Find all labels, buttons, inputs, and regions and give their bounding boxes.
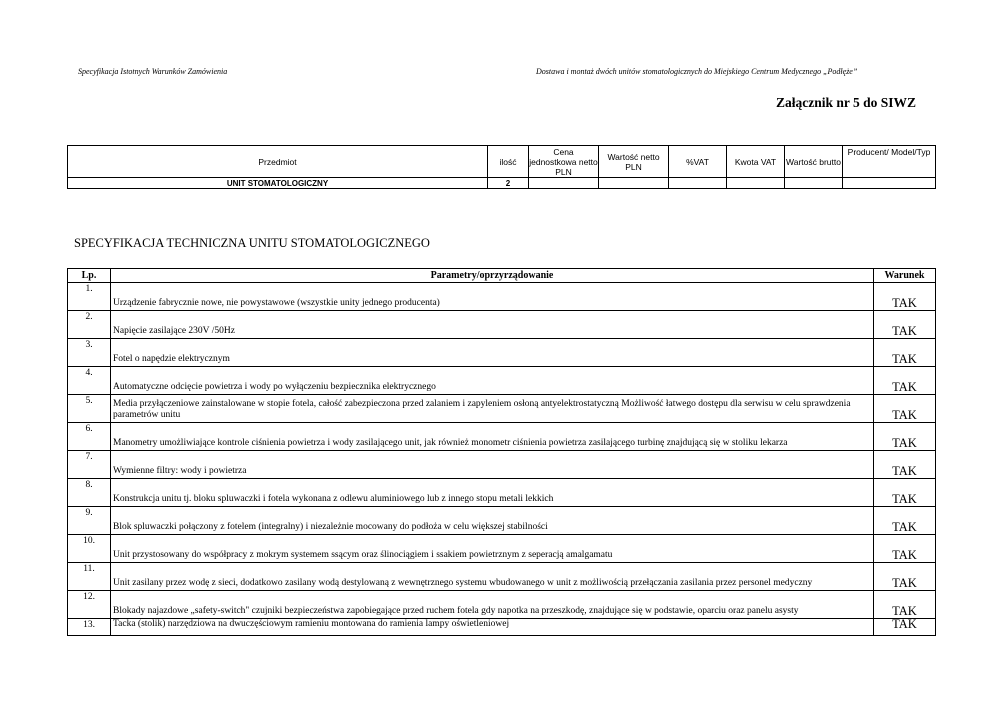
- spec-row-number: 7.: [68, 451, 111, 479]
- spec-table-row: [68, 563, 936, 591]
- spec-row-parameter: Manometry umożliwiające kontrole ciśnienia powietrza i wody zasilającego unit, jak również monometr ciśnienia powietrza zasilającego turbinę znajdującą się w stoliku lekarza: [111, 423, 874, 451]
- spec-row-parameter: Tacka (stolik) narzędziowa na dwuczęściowym ramieniu montowana do ramienia lampy oświetleniowej: [111, 619, 874, 636]
- spec-row-condition: TAK: [874, 395, 936, 423]
- spec-row-number: 11.: [68, 563, 111, 591]
- spec-row-condition: TAK: [874, 535, 936, 563]
- price-header-cell: Kwota VAT: [727, 146, 785, 178]
- spec-row-parameter: Fotel o napędzie elektrycznym: [111, 339, 874, 367]
- price-item-quantity: 2: [488, 178, 529, 189]
- price-header-cell: Producent/ Model/Typ: [843, 146, 936, 178]
- price-header-cell: Wartość brutto: [785, 146, 843, 178]
- spec-table-row: [68, 535, 936, 563]
- spec-table-row: [68, 339, 936, 367]
- spec-header-param: Parametry/oprzyrządowanie: [111, 269, 874, 283]
- price-item-name: UNIT STOMATOLOGICZNY: [68, 178, 488, 189]
- price-cell-gross-value[interactable]: [785, 178, 843, 189]
- spec-table: [67, 268, 936, 636]
- price-table: [67, 145, 936, 189]
- spec-row-parameter: Blok spluwaczki połączony z fotelem (integralny) i niezależnie mocowany do podłoża w celu większej stabilności: [111, 507, 874, 535]
- spec-row-number: 2.: [68, 311, 111, 339]
- spec-table-header-row: [68, 269, 936, 283]
- spec-row-condition: TAK: [874, 367, 936, 395]
- spec-table-row: [68, 311, 936, 339]
- spec-row-parameter: Urządzenie fabrycznie nowe, nie powystawowe (wszystkie unity jednego producenta): [111, 283, 874, 311]
- spec-row-number: 13.: [68, 619, 111, 636]
- spec-row-condition: TAK: [874, 507, 936, 535]
- spec-table-row: [68, 283, 936, 311]
- spec-row-parameter: Unit przystosowany do współpracy z mokrym systemem ssącym oraz ślinociągiem i ssakiem powietrznym z seperacją amalgamatu: [111, 535, 874, 563]
- price-header-cell: %VAT: [669, 146, 727, 178]
- spec-table-body: [68, 283, 936, 636]
- annex-title: Załącznik nr 5 do SIWZ: [776, 95, 917, 110]
- spec-row-condition: TAK: [874, 591, 936, 619]
- spec-row-number: 3.: [68, 339, 111, 367]
- price-cell-net-value[interactable]: [599, 178, 669, 189]
- spec-row-parameter: Napięcie zasilające 230V /50Hz: [111, 311, 874, 339]
- spec-row-condition: TAK: [874, 423, 936, 451]
- spec-row-condition: TAK: [874, 619, 936, 636]
- spec-row-parameter: Konstrukcja unitu tj. bloku spluwaczki i fotela wykonana z odlewu aluminiowego lub z innego stopu metali lekkich: [111, 479, 874, 507]
- spec-row-number: 4.: [68, 367, 111, 395]
- spec-table-row: [68, 395, 936, 423]
- spec-table-row: [68, 507, 936, 535]
- spec-row-condition: TAK: [874, 339, 936, 367]
- spec-row-parameter: Blokady najazdowe „safety-switch" czujniki bezpieczeństwa zapobiegające przed ruchem fotela gdy napotka na przeszkodę, znajdujące się w podstawie, oparciu oraz panelu asysty: [111, 591, 874, 619]
- spec-row-number: 5.: [68, 395, 111, 423]
- price-cell-vat-amount[interactable]: [727, 178, 785, 189]
- spec-row-number: 10.: [68, 535, 111, 563]
- spec-table-row: [68, 451, 936, 479]
- spec-header-condition: Warunek: [874, 269, 936, 283]
- document-header-left: Specyfikacja Istotnych Warunków Zamówienia: [78, 67, 228, 76]
- spec-row-condition: TAK: [874, 311, 936, 339]
- price-cell-unit-price[interactable]: [529, 178, 599, 189]
- price-header-cell: ilość: [488, 146, 529, 178]
- spec-row-condition: TAK: [874, 451, 936, 479]
- spec-row-parameter: Automatyczne odcięcie powietrza i wody po wyłączeniu bezpiecznika elektrycznego: [111, 367, 874, 395]
- spec-row-parameter: Media przyłączeniowe zainstalowane w stopie fotela, całość zabezpieczona przed zalaniem i zapyleniem osłoną antyelektrostatyczną Możliwość łatwego dostępu dla serwisu w celu sprawdzenia parametrów unitu: [111, 395, 874, 423]
- spec-table-row: [68, 591, 936, 619]
- price-header-cell: Przedmiot: [68, 146, 488, 178]
- price-table-row: [68, 178, 936, 189]
- spec-table-row: [68, 423, 936, 451]
- spec-title: SPECYFIKACJA TECHNICZNA UNITU STOMATOLOGICZNEGO: [74, 236, 430, 250]
- spec-row-parameter: Wymienne filtry: wody i powietrza: [111, 451, 874, 479]
- price-header-cell: Wartość netto PLN: [599, 146, 669, 178]
- price-cell-vat-percent[interactable]: [669, 178, 727, 189]
- spec-table-row: [68, 619, 936, 636]
- spec-row-condition: TAK: [874, 283, 936, 311]
- spec-header-lp: Lp.: [68, 269, 111, 283]
- spec-row-condition: TAK: [874, 563, 936, 591]
- spec-row-number: 9.: [68, 507, 111, 535]
- price-table-header-row: [68, 146, 936, 178]
- spec-row-number: 12.: [68, 591, 111, 619]
- spec-row-number: 1.: [68, 283, 111, 311]
- price-header-cell: Cena jednostkowa netto PLN: [529, 146, 598, 177]
- price-cell-producer-model[interactable]: [843, 178, 936, 189]
- spec-row-condition: TAK: [874, 479, 936, 507]
- spec-row-number: 6.: [68, 423, 111, 451]
- spec-row-parameter: Unit zasilany przez wodę z sieci, dodatkowo zasilany wodą destylowaną z wewnętrznego systemu wbudowanego w unit z możliwością przełączania zasilania przez personel medyczny: [111, 563, 874, 591]
- spec-table-row: [68, 367, 936, 395]
- spec-row-number: 8.: [68, 479, 111, 507]
- document-header-right: Dostawa i montaż dwóch unitów stomatologicznych do Miejskiego Centrum Medycznego „Podłęże”: [536, 67, 858, 76]
- spec-table-row: [68, 479, 936, 507]
